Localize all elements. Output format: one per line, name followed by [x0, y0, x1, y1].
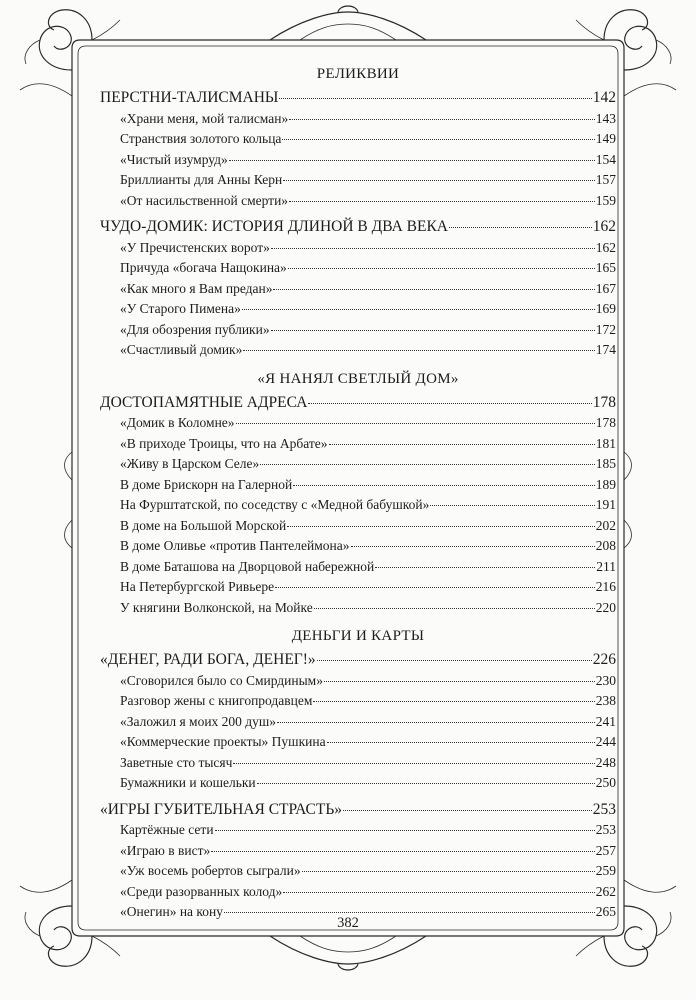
entry-title: «Уж восемь робертов сыграли» [120, 863, 301, 878]
entry-title: «Чистый изумруд» [120, 151, 228, 167]
entry-title: ЧУДО-ДОМИК: ИСТОРИЯ ДЛИНОЙ В ДВА ВЕКА [100, 218, 448, 235]
toc-entry [100, 238, 616, 259]
dot-leader [236, 422, 595, 424]
entry-page: 238 [595, 693, 616, 708]
toc-entry [100, 191, 616, 212]
entry-page: 157 [595, 172, 616, 187]
toc-entry [100, 861, 616, 882]
dot-leader [271, 329, 595, 331]
entry-page: 143 [595, 110, 616, 126]
dot-leader [243, 349, 594, 351]
dot-leader [324, 680, 595, 682]
entry-page: 162 [595, 239, 616, 255]
entry-title: «ДЕНЕГ, РАДИ БОГА, ДЕНЕГ!» [100, 651, 316, 668]
entry-page: 178 [595, 415, 616, 430]
entry-page: 216 [595, 579, 616, 594]
dot-leader [351, 545, 595, 547]
dot-leader [308, 402, 591, 404]
toc-entry [100, 299, 616, 320]
dot-leader [287, 525, 595, 527]
entry-page: 259 [595, 863, 616, 878]
toc-entry [100, 258, 616, 279]
toc-chapter [100, 393, 616, 414]
toc-entry [100, 320, 616, 341]
toc-entry [100, 150, 616, 171]
entry-title: «Для обозрения публики» [120, 321, 270, 337]
toc-entry [100, 882, 616, 903]
dot-leader [288, 267, 595, 269]
entry-page: 265 [595, 904, 616, 919]
dot-leader [279, 97, 591, 99]
dot-leader [375, 566, 595, 568]
toc-entry [100, 671, 616, 692]
entry-page: 178 [592, 393, 616, 411]
entry-title: ДОСТОПАМЯТНЫЕ АДРЕСА [100, 393, 308, 411]
dot-leader [302, 870, 595, 872]
dot-leader [224, 911, 595, 913]
entry-page: 167 [595, 280, 616, 296]
dot-leader [215, 829, 595, 831]
entry-page: 162 [592, 218, 616, 235]
dot-leader [449, 226, 592, 228]
entry-title: ПЕРСТНИ-ТАЛИСМАНЫ [100, 89, 279, 106]
entry-title: «От насильственной смерти» [120, 192, 289, 208]
entry-page: 149 [595, 131, 616, 146]
dot-leader [343, 809, 592, 811]
entry-title: «Коммерческие проекты» Пушкина [120, 734, 326, 749]
entry-page: 189 [595, 476, 616, 492]
entry-page: 154 [595, 151, 616, 167]
dot-leader [275, 586, 595, 588]
toc-entry [100, 773, 616, 794]
toc-chapter [100, 650, 616, 671]
dot-leader [229, 159, 595, 161]
entry-title: В доме Оливье «против Пантелеймона» [120, 538, 350, 553]
entry-title: Картёжные сети [120, 822, 214, 837]
entry-title: «У Старого Пимена» [120, 301, 241, 316]
dot-leader [289, 200, 595, 202]
entry-page: 208 [595, 538, 616, 553]
toc-entry [100, 340, 616, 361]
dot-leader [283, 891, 594, 893]
entry-title: «Счастливый домик» [120, 342, 243, 357]
dot-leader [260, 463, 594, 465]
entry-title: У княгини Волконской, на Мойке [120, 599, 313, 615]
toc-entry [100, 577, 616, 598]
toc-entry [100, 170, 616, 191]
entry-title: В доме Брискорн на Галерной [120, 476, 293, 492]
entry-page: 241 [595, 713, 616, 729]
entry-title: «ИГРЫ ГУБИТЕЛЬНАЯ СТРАСТЬ» [100, 800, 343, 818]
dot-leader [313, 700, 594, 702]
toc-entry [100, 454, 616, 475]
toc-entry [100, 557, 616, 578]
entry-page: 230 [595, 672, 616, 688]
entry-title: «Среди разорванных колод» [120, 883, 283, 899]
entry-title: В доме Баташова на Дворцовой набережной [120, 558, 375, 574]
toc-entry [100, 434, 616, 455]
dot-leader [314, 607, 595, 609]
toc-entry [100, 712, 616, 733]
entry-page: 248 [595, 754, 616, 770]
entry-title: «Домик в Коломне» [120, 415, 235, 430]
dot-leader [242, 308, 595, 310]
dot-leader [293, 484, 595, 486]
page-number: 382 [337, 915, 359, 931]
entry-page: 257 [595, 842, 616, 858]
toc-entry [100, 279, 616, 300]
entry-title: Бумажники и кошельки [120, 775, 256, 790]
dot-leader [289, 118, 595, 120]
entry-title: Заветные сто тысяч [120, 754, 233, 770]
entry-page: 211 [596, 558, 616, 574]
entry-title: «Сговорился было со Смирдиным» [120, 672, 323, 688]
entry-page: 262 [595, 883, 616, 899]
entry-title: «Играю в вист» [120, 842, 211, 858]
entry-title: Причуда «богача Нащокина» [120, 260, 287, 275]
toc-entry [100, 516, 616, 537]
toc-entry [100, 129, 616, 150]
entry-title: «Онегин» на кону [120, 904, 224, 919]
entry-page: 172 [595, 321, 616, 337]
entry-page: 220 [595, 599, 616, 615]
dot-leader [327, 741, 595, 743]
table-of-contents [100, 58, 616, 923]
entry-page: 226 [592, 651, 616, 668]
toc-entry [100, 495, 616, 516]
entry-title: Бриллианты для Анны Керн [120, 172, 283, 187]
dot-leader [283, 179, 594, 181]
entry-title: «В приходе Троицы, что на Арбате» [120, 435, 328, 451]
dot-leader [211, 850, 595, 852]
entry-title: «Живу в Царском Селе» [120, 456, 260, 471]
entry-title: В доме на Большой Морской [120, 517, 287, 533]
entry-title: «Как много я Вам предан» [120, 280, 273, 296]
dot-leader [282, 138, 594, 140]
entry-page: 142 [592, 89, 616, 106]
section-heading: ДЕНЬГИ И КАРТЫ [291, 628, 425, 644]
toc-entry [100, 109, 616, 130]
dot-leader [430, 504, 594, 506]
entry-page: 244 [595, 734, 616, 749]
toc-entry [100, 475, 616, 496]
dot-leader [257, 782, 595, 784]
dot-leader [271, 247, 595, 249]
toc-entry [100, 732, 616, 753]
entry-title: «Храни меня, мой талисман» [120, 110, 289, 126]
entry-page: 169 [595, 301, 616, 316]
entry-page: 159 [595, 192, 616, 208]
toc-entry [100, 753, 616, 774]
toc-entry [100, 413, 616, 434]
section-heading: РЕЛИКВИИ [316, 66, 400, 82]
toc-chapter [100, 88, 616, 109]
entry-page: 253 [595, 822, 616, 837]
entry-page: 165 [595, 260, 616, 275]
entry-page: 253 [592, 800, 616, 818]
dot-leader [277, 721, 595, 723]
toc-entry [100, 536, 616, 557]
entry-page: 185 [595, 456, 616, 471]
dot-leader [233, 762, 594, 764]
entry-page: 174 [595, 342, 616, 357]
dot-leader [273, 288, 594, 290]
toc-entry [100, 820, 616, 841]
entry-page: 250 [595, 775, 616, 790]
entry-title: Разговор жены с книгопродавцем [120, 693, 313, 708]
toc-chapter [100, 800, 616, 821]
toc-entry [100, 691, 616, 712]
entry-title: «У Пречистенских ворот» [120, 239, 270, 255]
entry-title: «Заложил я моих 200 душ» [120, 713, 277, 729]
dot-leader [329, 443, 595, 445]
toc-chapter [100, 217, 616, 238]
entry-page: 191 [595, 497, 616, 512]
dot-leader [317, 659, 592, 661]
toc-entry [100, 598, 616, 619]
toc-entry [100, 841, 616, 862]
section-heading: «Я НАНЯЛ СВЕТЛЫЙ ДОМ» [257, 370, 459, 387]
entry-title: Странствия золотого кольца [120, 131, 282, 146]
entry-page: 181 [595, 435, 616, 451]
entry-title: На Фурштатской, по соседству с «Медной бабушкой» [120, 497, 430, 512]
entry-page: 202 [595, 517, 616, 533]
entry-title: На Петербургской Ривьере [120, 579, 275, 594]
